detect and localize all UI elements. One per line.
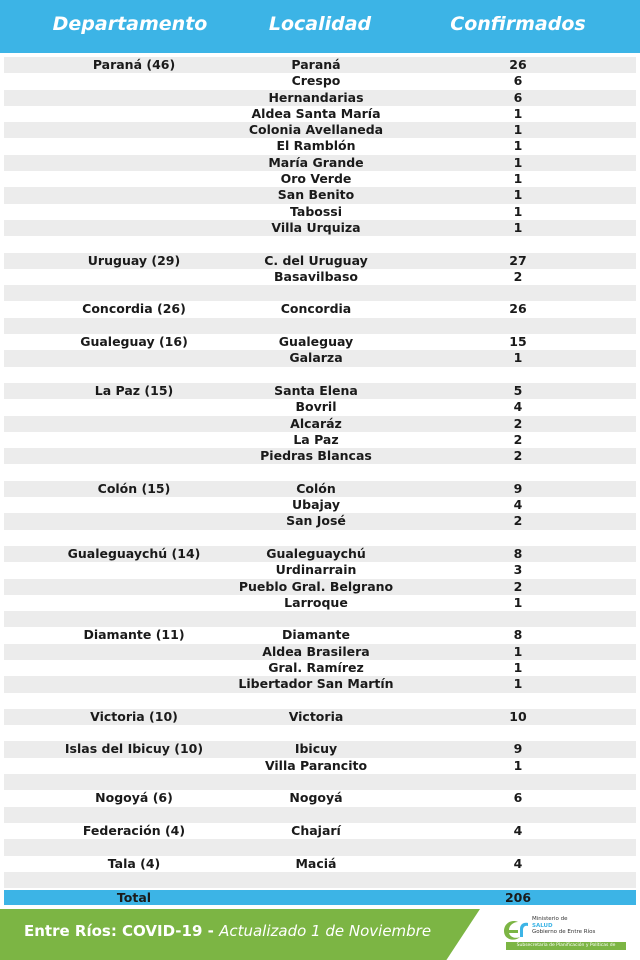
localidad-cell: San Benito xyxy=(277,187,355,203)
footer-updated: Actualizado 1 de Noviembre xyxy=(219,922,432,940)
table-row xyxy=(4,106,636,122)
localidad-cell: Villa Parancito xyxy=(264,757,368,773)
confirmados-cell: 5 xyxy=(513,382,523,398)
table-row xyxy=(4,546,636,562)
table-row xyxy=(4,579,636,595)
localidad-cell: Hernandarias xyxy=(268,89,364,105)
table-row xyxy=(4,171,636,187)
table-row xyxy=(4,839,636,855)
table-header xyxy=(0,0,640,53)
table-row xyxy=(4,383,636,399)
table-row xyxy=(4,790,636,806)
localidad-cell: Crespo xyxy=(291,73,341,89)
table-row xyxy=(4,856,636,872)
table-row xyxy=(4,253,636,269)
localidad-cell: Urdinarrain xyxy=(275,562,357,578)
localidad-cell: Oro Verde xyxy=(280,171,352,187)
cases-table xyxy=(4,57,636,888)
confirmados-cell: 6 xyxy=(513,73,523,89)
confirmados-cell: 1 xyxy=(513,350,523,366)
localidad-cell: Piedras Blancas xyxy=(260,448,372,464)
confirmados-cell: 15 xyxy=(509,334,527,350)
confirmados-cell: 1 xyxy=(513,105,523,121)
localidad-cell: El Ramblón xyxy=(276,138,356,154)
localidad-cell: Nogoyá xyxy=(289,790,343,806)
confirmados-cell: 8 xyxy=(513,545,523,561)
header-departamento: Departamento xyxy=(52,13,208,35)
table-row xyxy=(4,513,636,529)
table-row xyxy=(4,138,636,154)
departamento-cell: Islas del Ibicuy (10) xyxy=(64,741,204,757)
confirmados-cell: 1 xyxy=(513,219,523,235)
table-row xyxy=(4,448,636,464)
localidad-cell: Diamante xyxy=(282,627,350,643)
localidad-cell: C. del Uruguay xyxy=(264,252,368,268)
localidad-cell: Basavilbaso xyxy=(274,268,358,284)
confirmados-cell: 2 xyxy=(513,431,523,447)
table-row xyxy=(4,497,636,513)
localidad-cell: Ibicuy xyxy=(294,741,338,757)
table-row xyxy=(4,57,636,73)
confirmados-cell: 10 xyxy=(509,708,527,724)
departamento-cell: Victoria (10) xyxy=(90,708,178,724)
confirmados-cell: 1 xyxy=(513,187,523,203)
table-row xyxy=(4,334,636,350)
departamento-cell: La Paz (15) xyxy=(94,382,174,398)
confirmados-cell: 1 xyxy=(513,203,523,219)
confirmados-cell: 1 xyxy=(513,154,523,170)
table-row xyxy=(4,155,636,171)
confirmados-cell: 4 xyxy=(513,399,523,415)
localidad-cell: Tabossi xyxy=(289,203,343,219)
table-row xyxy=(4,758,636,774)
confirmados-cell: 6 xyxy=(513,790,523,806)
confirmados-cell: 2 xyxy=(513,513,523,529)
table-row xyxy=(4,318,636,334)
localidad-cell: Pueblo Gral. Belgrano xyxy=(238,578,394,594)
confirmados-cell: 1 xyxy=(513,643,523,659)
localidad-cell: Gualeguay xyxy=(278,334,354,350)
ministry-logo xyxy=(500,915,630,955)
table-row xyxy=(4,73,636,89)
departamento-cell: Tala (4) xyxy=(107,855,161,871)
footer-title-prefix: Entre Ríos: COVID-19 - xyxy=(24,922,220,940)
table-row xyxy=(4,611,636,627)
table-row xyxy=(4,350,636,366)
departamento-cell: Diamante (11) xyxy=(83,627,185,643)
table-row xyxy=(4,709,636,725)
table-row xyxy=(4,399,636,415)
er-logo-icon xyxy=(500,915,530,943)
footer-title xyxy=(24,922,431,940)
localidad-cell: Ubajay xyxy=(291,497,341,513)
confirmados-cell: 8 xyxy=(513,627,523,643)
table-row xyxy=(4,741,636,757)
confirmados-cell: 4 xyxy=(513,822,523,838)
departamento-cell: Federación (4) xyxy=(82,822,186,838)
confirmados-cell: 27 xyxy=(509,252,527,268)
confirmados-cell: 4 xyxy=(513,497,523,513)
table-row xyxy=(4,367,636,383)
localidad-cell: Victoria xyxy=(288,708,344,724)
table-row xyxy=(4,693,636,709)
confirmados-cell: 1 xyxy=(513,171,523,187)
total-label: Total xyxy=(116,890,152,905)
localidad-cell: Colón xyxy=(296,480,336,496)
table-row xyxy=(4,807,636,823)
table-row xyxy=(4,774,636,790)
table-row xyxy=(4,236,636,252)
header-localidad: Localidad xyxy=(268,13,372,35)
localidad-cell: Aldea Brasilera xyxy=(262,643,370,659)
table-row xyxy=(4,90,636,106)
departamento-cell: Paraná (46) xyxy=(92,57,176,72)
confirmados-cell: 1 xyxy=(513,138,523,154)
confirmados-cell: 1 xyxy=(513,594,523,610)
departamento-cell: Gualeguay (16) xyxy=(80,334,188,350)
table-row xyxy=(4,660,636,676)
total-value: 206 xyxy=(504,890,532,905)
localidad-cell: Gral. Ramírez xyxy=(268,659,364,675)
logo-text xyxy=(532,916,595,936)
confirmados-cell: 2 xyxy=(513,415,523,431)
localidad-cell: Colonia Avellaneda xyxy=(248,122,384,138)
confirmados-cell: 2 xyxy=(513,578,523,594)
localidad-cell: Bovril xyxy=(295,399,337,415)
localidad-cell: Villa Urquiza xyxy=(271,219,361,235)
table-row xyxy=(4,530,636,546)
localidad-cell: Libertador San Martín xyxy=(238,676,394,692)
confirmados-cell: 9 xyxy=(513,741,523,757)
confirmados-cell: 9 xyxy=(513,480,523,496)
departamento-cell: Gualeguaychú (14) xyxy=(67,545,201,561)
table-row xyxy=(4,481,636,497)
localidad-cell: Paraná xyxy=(291,57,341,72)
confirmados-cell: 1 xyxy=(513,757,523,773)
localidad-cell: Maciá xyxy=(295,855,337,871)
table-row xyxy=(4,872,636,888)
table-row xyxy=(4,269,636,285)
logo-strip: Subsecretaría de Planificación y Políticas de Comunicación xyxy=(506,942,626,950)
localidad-cell: Santa Elena xyxy=(274,382,358,398)
localidad-cell: María Grande xyxy=(268,154,364,170)
table-row xyxy=(4,220,636,236)
confirmados-cell: 26 xyxy=(509,301,527,317)
table-row xyxy=(4,301,636,317)
table-row xyxy=(4,725,636,741)
table-row xyxy=(4,432,636,448)
table-row xyxy=(4,464,636,480)
table-row xyxy=(4,204,636,220)
table-row xyxy=(4,644,636,660)
departamento-cell: Concordia (26) xyxy=(82,301,186,317)
confirmados-cell: 1 xyxy=(513,676,523,692)
localidad-cell: Galarza xyxy=(289,350,343,366)
localidad-cell: La Paz xyxy=(293,431,339,447)
confirmados-cell: 4 xyxy=(513,855,523,871)
total-row xyxy=(4,890,636,905)
table-row xyxy=(4,823,636,839)
localidad-cell: San José xyxy=(286,513,346,529)
localidad-cell: Aldea Santa María xyxy=(251,105,381,121)
departamento-cell: Nogoyá (6) xyxy=(95,790,173,806)
table-row xyxy=(4,187,636,203)
logo-line3: Gobierno de Entre Ríos xyxy=(532,929,596,935)
logo-line2: SALUD xyxy=(532,922,553,929)
table-row xyxy=(4,595,636,611)
table-row xyxy=(4,122,636,138)
localidad-cell: Chajarí xyxy=(291,822,341,838)
table-row xyxy=(4,562,636,578)
confirmados-cell: 2 xyxy=(513,448,523,464)
confirmados-cell: 26 xyxy=(509,57,527,72)
table-row xyxy=(4,416,636,432)
confirmados-cell: 3 xyxy=(513,562,523,578)
logo-line1: Ministerio de xyxy=(532,916,568,922)
confirmados-cell: 2 xyxy=(513,268,523,284)
table-row xyxy=(4,285,636,301)
table-row xyxy=(4,627,636,643)
localidad-cell: Concordia xyxy=(280,301,352,317)
confirmados-cell: 6 xyxy=(513,89,523,105)
localidad-cell: Larroque xyxy=(284,594,348,610)
departamento-cell: Uruguay (29) xyxy=(87,252,181,268)
localidad-cell: Alcaráz xyxy=(290,415,342,431)
localidad-cell: Gualeguaychú xyxy=(266,545,366,561)
table-row xyxy=(4,676,636,692)
confirmados-cell: 1 xyxy=(513,659,523,675)
departamento-cell: Colón (15) xyxy=(97,480,171,496)
confirmados-cell: 1 xyxy=(513,122,523,138)
header-confirmados: Confirmados xyxy=(450,13,586,35)
